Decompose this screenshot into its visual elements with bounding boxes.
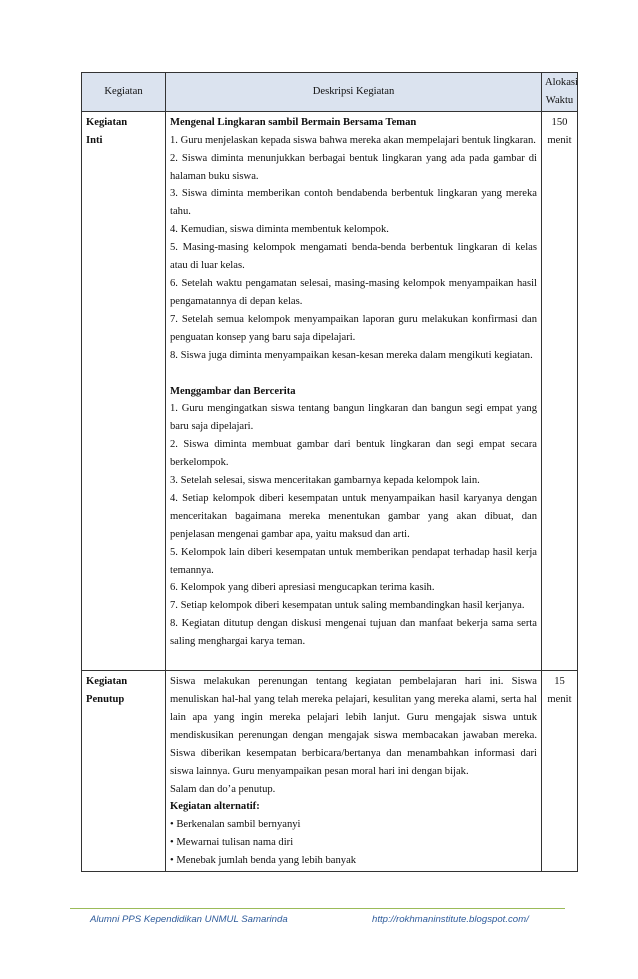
list-item: 5. Kelompok lain diberi kesempatan untuk memberikan pendapat terhadap hasil kerja temannya. <box>170 546 537 576</box>
list-item: 7. Setiap kelompok diberi kesempatan untuk saling membandingkan hasil kerjanya. <box>170 600 525 612</box>
list-item: 6. Setelah waktu pengamatan selesai, masing-masing kelompok menyampaikan hasil pengamatannya di depan kelas. <box>170 277 537 307</box>
list-item: 3. Setelah selesai, siswa menceritakan gambarnya kepada kelompok lain. <box>170 475 480 487</box>
description-inti <box>166 111 542 670</box>
header-kegiatan: Kegiatan <box>82 73 166 112</box>
section-spacer <box>170 651 537 669</box>
list-item: 6. Kelompok yang diberi apresiasi mengucapkan terima kasih. <box>170 582 435 594</box>
header-alokasi-line2: Waktu <box>545 94 574 106</box>
list-item: 4. Setiap kelompok diberi kesempatan untuk menyampaikan hasil karyanya dengan menceritakan bagaimana mereka menentukan gambar yang akan dibuat, dan penjelasan mengenai gambar apa, yaitu maksud dan arti. <box>170 492 537 540</box>
list-item: 2. Siswa diminta menunjukkan berbagai bentuk lingkaran yang ada pada gambar di halaman buku siswa. <box>170 152 537 182</box>
list-item: 7. Setelah semua kelompok menyampaikan laporan guru melakukan konfirmasi dan penguatan konsep yang baru saja dipelajari. <box>170 313 537 343</box>
list-item: 8. Siswa juga diminta menyampaikan kesan-kesan mereka dalam mengikuti kegiatan. <box>170 349 533 361</box>
list-item: 4. Kemudian, siswa diminta membentuk kelompok. <box>170 224 389 236</box>
list-item: • Mewarnai tulisan nama diri <box>170 837 294 849</box>
section-title-mengenal-lingkaran: Mengenal Lingkaran sambil Bermain Bersama Teman <box>170 116 417 128</box>
table-row-penutup <box>82 671 578 872</box>
row-label-inti <box>82 111 166 670</box>
time-inti <box>542 111 578 670</box>
header-alokasi-line1: Alokasi <box>545 77 578 88</box>
time-penutup <box>542 671 578 872</box>
footer-author: Alumni PPS Kependidikan UNMUL Samarinda <box>90 914 288 925</box>
list-item: 1. Guru menjelaskan kepada siswa bahwa mereka akan mempelajari bentuk lingkaran. <box>170 134 536 146</box>
row-label-line2: Penutup <box>86 694 125 705</box>
list-item: • Menebak jumlah benda yang lebih banyak <box>170 855 357 867</box>
row-label-line1: Kegiatan <box>86 676 128 688</box>
list-item: 8. Kegiatan ditutup dengan diskusi mengenai tujuan dan manfaat bekerja sama serta saling menghargai karya teman. <box>170 618 537 648</box>
section-spacer <box>170 365 537 383</box>
list-item: 3. Siswa diminta memberikan contoh bendabenda berbentuk lingkaran yang mereka tahu. <box>170 188 537 218</box>
list-item: 5. Masing-masing kelompok mengamati benda-benda berbentuk lingkaran di kelas atau di luar kelas. <box>170 242 537 272</box>
time-value: 15 <box>554 676 565 688</box>
table-header-row <box>82 73 578 112</box>
footer-url-link[interactable]: http://rokhmaninstitute.blogspot.com/ <box>372 914 529 925</box>
alternative-title: Kegiatan alternatif: <box>170 801 260 813</box>
activity-table <box>81 72 578 872</box>
closing-line: Salam dan do’a penutup. <box>170 783 276 795</box>
header-alokasi <box>542 73 578 112</box>
time-unit: menit <box>547 134 572 146</box>
time-unit: menit <box>547 694 572 705</box>
footer-divider <box>70 908 565 909</box>
list-item: • Berkenalan sambil bernyanyi <box>170 819 301 831</box>
section-title-menggambar: Menggambar dan Bercerita <box>170 385 296 397</box>
table-row-inti <box>82 111 578 670</box>
header-deskripsi: Deskripsi Kegiatan <box>166 73 542 112</box>
row-label-penutup <box>82 671 166 872</box>
row-label-line2: Inti <box>86 134 103 146</box>
row-label-line1: Kegiatan <box>86 116 128 128</box>
list-item: 2. Siswa diminta membuat gambar dari bentuk lingkaran dan segi empat secara berkelompok. <box>170 439 537 469</box>
description-penutup <box>166 671 542 872</box>
list-item: 1. Guru mengingatkan siswa tentang bangun lingkaran dan bangun segi empat yang baru saja dipelajari. <box>170 403 537 433</box>
time-value: 150 <box>551 116 568 128</box>
closing-paragraph: Siswa melakukan perenungan tentang kegiatan pembelajaran hari ini. Siswa menuliskan hal-hal yang telah mereka pelajari, kesulitan yang mereka alami, serta hal lain apa yang ingin mereka pelajari lebih lanjut. Guru mengajak siswa untuk mendiskusikan perenungan dengan mengajak siswa membacakan jawaban mereka. Siswa diberikan kesempatan berbicara/bertanya dan menambahkan informasi dari siswa lainnya. Guru menyampaikan pesan moral hari ini dengan bijak. <box>170 676 537 777</box>
